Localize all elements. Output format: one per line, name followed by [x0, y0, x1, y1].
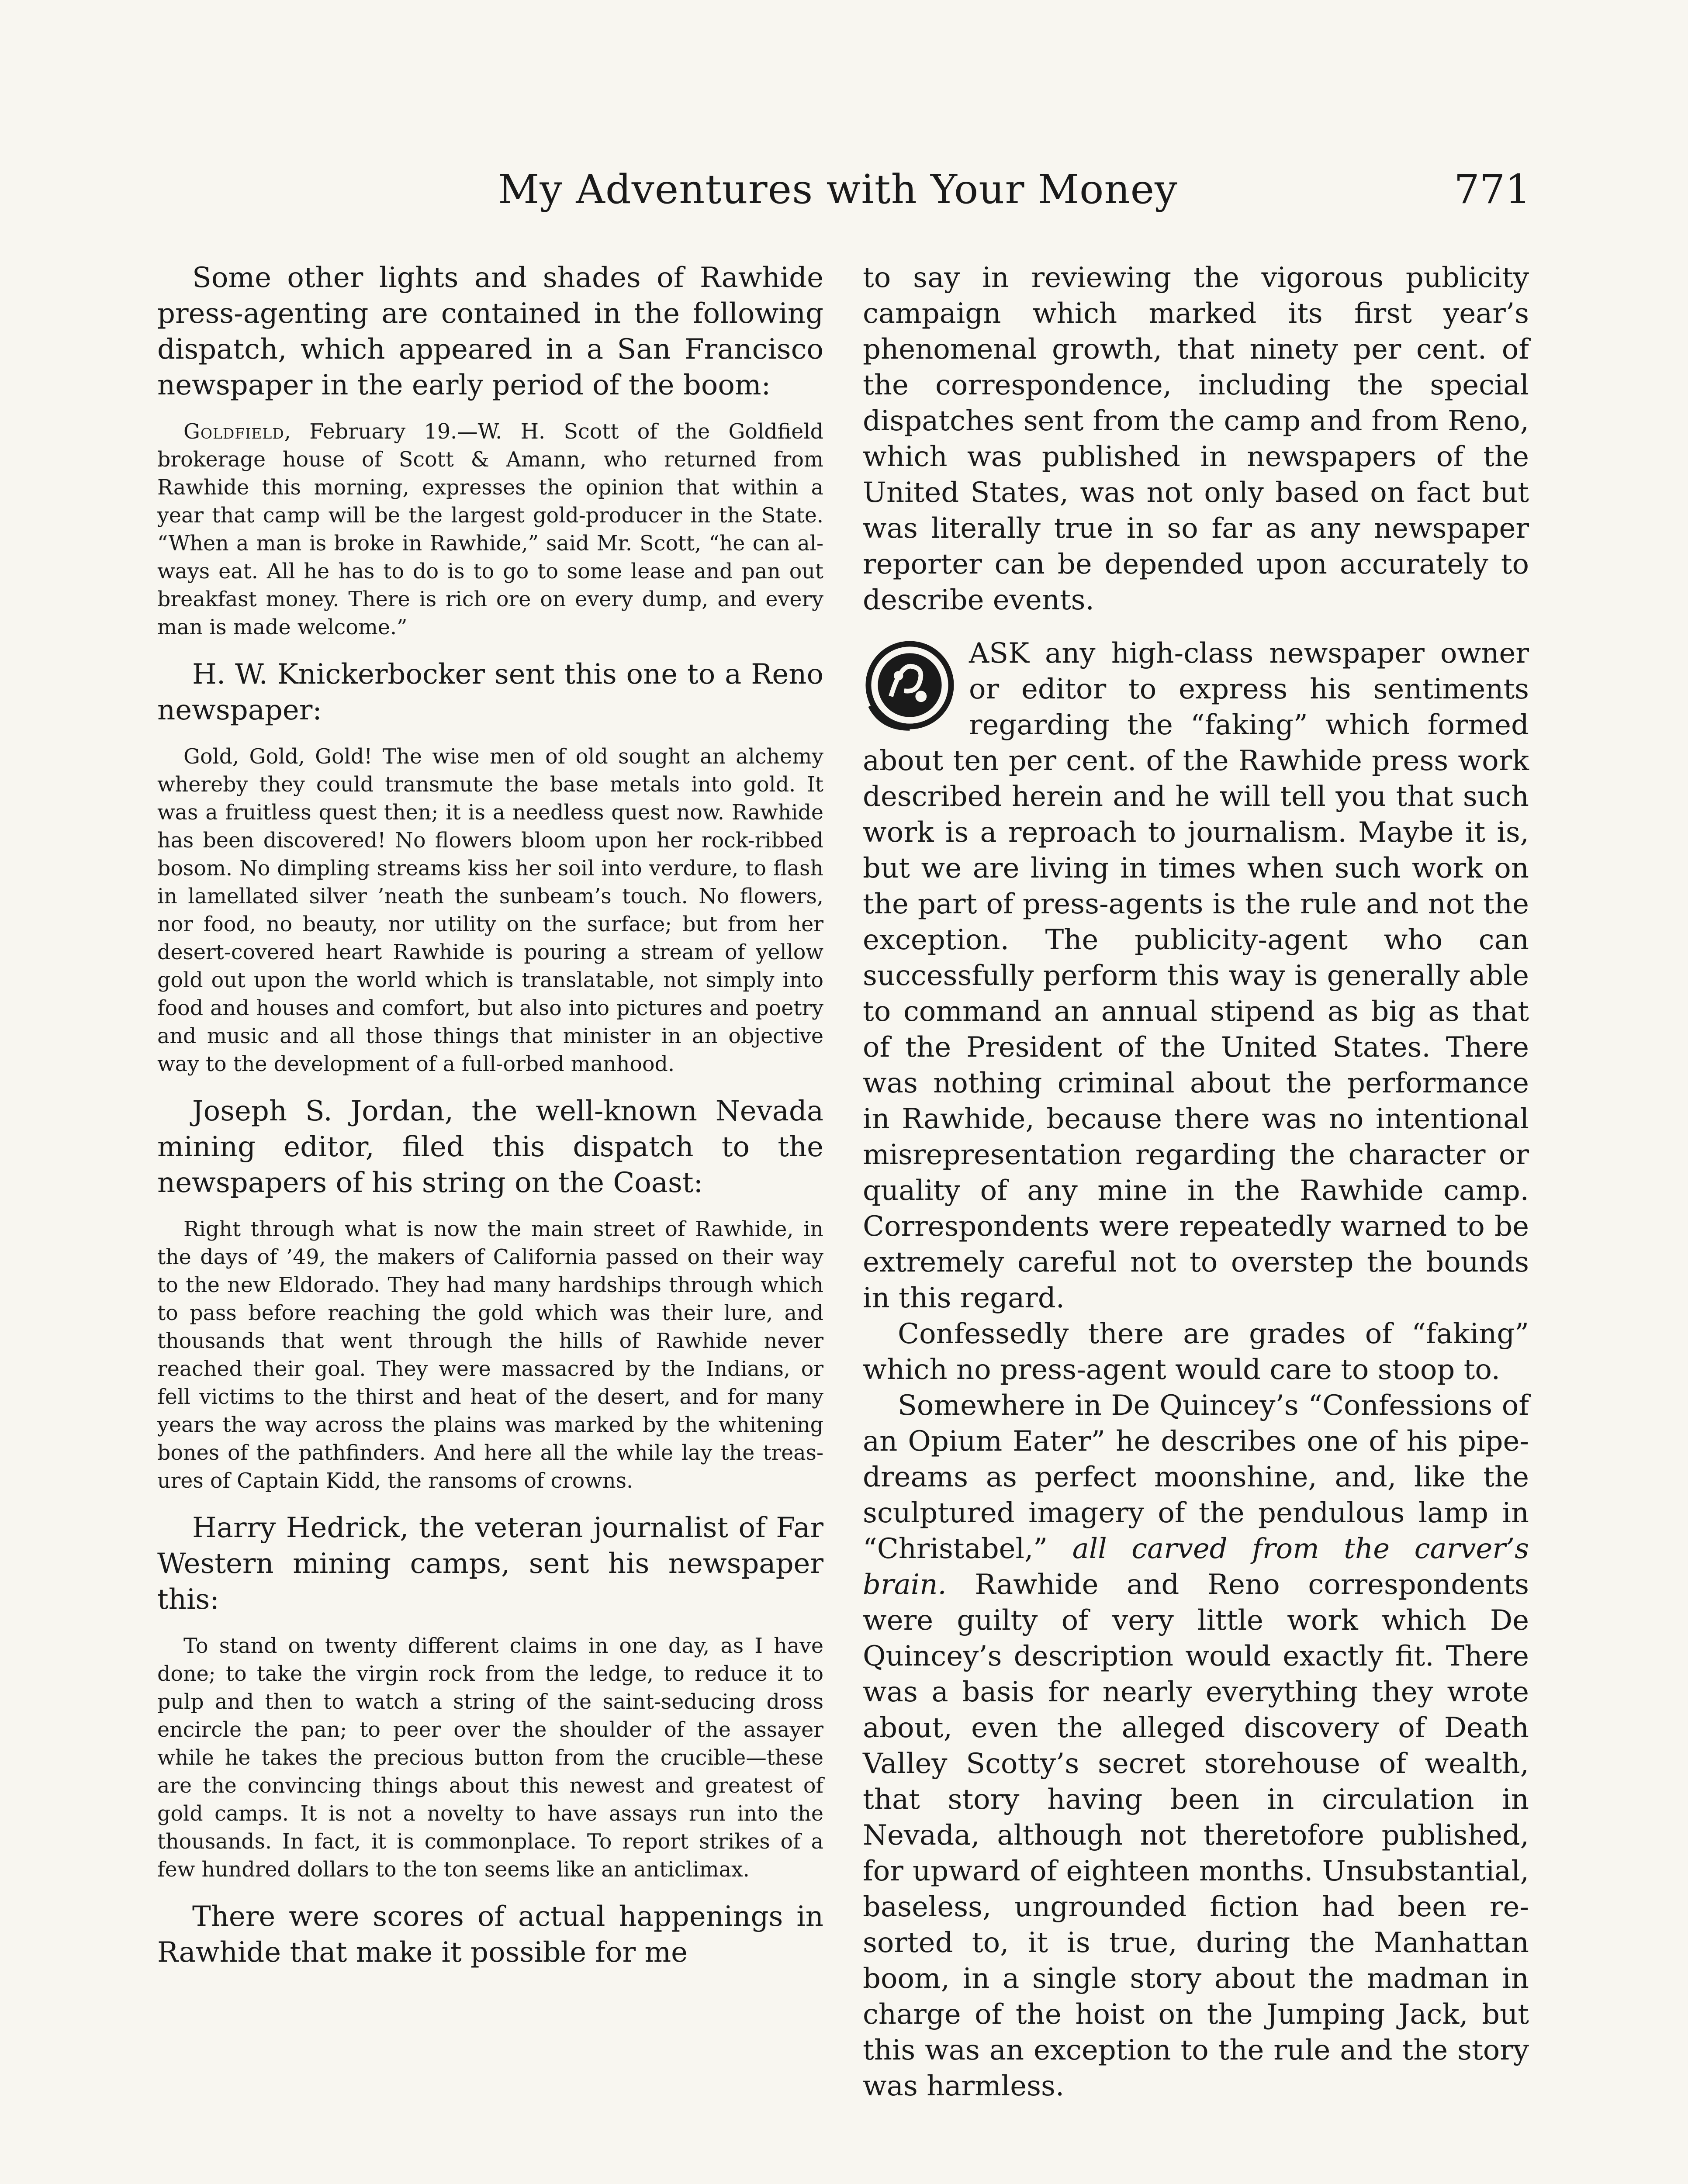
page-header [157, 157, 1531, 223]
paragraph [863, 1388, 1529, 2104]
page-number: 771 [1454, 166, 1531, 213]
paragraph-text: Somewhere in De Quincey’s “Confessions of an Opium Eater” he describes one of his pipe-dreams as perfect moonshine, and, like the sculptured imagery of the pendulous lamp in “Christabel,” [863, 1389, 1529, 1565]
paragraph-text: Rawhide and Reno correspondents were guilty of very little work which De Quincey’s description would exactly fit. There was a basis for nearly everything they wrote about, even the alleged discovery of Death Valley Scotty’s secret storehouse of wealth, that story having been in circulation in Nevada, although not theretofore published, for upward of eighteen months. Unsubstantial, baseless, ungrounded fiction had been resorted to, it is true, during the Manhattan boom, in a single story about the madman in charge of the hoist on the Jumping Jack, but this was an exception to the rule and the story was harmless. [863, 1569, 1529, 2102]
right-column [863, 260, 1529, 2104]
paragraph: Confessedly there are grades of “faking” which no press-agent would care to stoop to. [863, 1318, 1529, 1386]
paragraph: H. W. Knickerbocker sent this one to a Reno newspaper: [157, 658, 823, 726]
paragraph: There were scores of actual happenings in Rawhide that make it possible for me [157, 1901, 823, 1969]
running-title: My Adventures with Your Money [498, 166, 1178, 213]
quoted-dispatch [157, 418, 823, 642]
dispatch-text: , February 19.—W. H. Scott of the Goldfield brokerage house of Scott & Amann, who returned from Rawhide this morning, expresses the opinion that within a year that camp will be the largest gold-producer in the State. “When a man is broke in Rawhide,” said Mr. Scott, “he can always eat. All he has to do is to go to some lease and pan out breakfast money. There is rich ore on every dump, and every man is made welcome.” [157, 420, 823, 639]
dateline: Goldfield [183, 420, 284, 444]
dropcap-paragraph [863, 636, 1529, 1316]
paragraph: to say in reviewing the vigorous publicity campaign which marked its first year’s phenomenal growth, that ninety per cent. of the correspondence, including the special dispatches sent from the camp and from Reno, which was published in newspapers of the United States, was not only based on fact but was literally true in so far as any newspaper reporter can be depended upon accurately to describe events. [863, 262, 1529, 616]
quoted-dispatch: Gold, Gold, Gold! The wise men of old sought an alchemy whereby they could transmute the base metals into gold. It was a fruitless quest then; it is a needless quest now. Rawhide has been discovered! No flowers bloom upon her rock-ribbed bosom. No dimpling streams kiss her soil into verdure, to flash in lamellated silver ’neath the sunbeam’s touch. No flowers, nor food, no beauty, nor utility on the surface; but from her desert-covered heart Rawhide is pouring a stream of yellow gold out upon the world which is translatable, not simply into food and houses and comfort, but also into pictures and poetry and music and all those things that minister in an objective way to the development of a full-orbed manhood. [157, 745, 823, 1076]
left-column [157, 260, 823, 1970]
section-gap [863, 618, 1529, 636]
paragraph: Some other lights and shades of Rawhide press-agenting are contained in the following dispatch, which appeared in a San Francisco newspaper in the early period of the boom: [157, 262, 823, 401]
paragraph: Harry Hedrick, the veteran journalist of Far Western mining camps, sent his newspaper this: [157, 1512, 823, 1616]
quoted-dispatch: Right through what is now the main street of Rawhide, in the days of ’49, the makers of California passed on their way to the new Eldorado. They had many hardships through which to pass before reaching the gold which was their lure, and thousands that went through the hills of Rawhide never reached their goal. They were massacred by the Indians, or fell victims to the thirst and heat of the desert, and for many years the way across the plains was marked by the whitening bones of the pathfinders. And here all the while lay the treasures of Captain Kidd, the ransoms of crowns. [157, 1217, 823, 1493]
quoted-dispatch: To stand on twenty different claims in one day, as I have done; to take the virgin rock from the ledge, to reduce it to pulp and then to watch a string of the saint-seducing dross encircle the pan; to peer over the shoulder of the assayer while he takes the precious button from the crucible—these are the convincing things about this newest and greatest of gold camps. It is not a novelty to have assays run into the thousands. In fact, it is commonplace. To report strikes of a few hundred dollars to the ton seems like an anticlimax. [157, 1634, 823, 1882]
paragraph: ASK any high-class newspaper owner or editor to express his sentiments regarding the “faking” which formed about ten per cent. of the Rawhide press work described herein and he will tell you that such work is a reproach to journalism. Maybe it is, but we are living in times when such work on the part of press-agents is the rule and not the exception. The publicity-agent who can successfully perform this way is generally able to command an annual stipend as big as that of the President of the United States. There was nothing criminal about the performance in Rawhide, because there was no intentional misrepresentation regarding the character or quality of any mine in the Rawhide camp. Correspondents were repeatedly warned to be extremely careful not to overstep the bounds in this regard. [863, 637, 1529, 1314]
paragraph: Joseph S. Jordan, the well-known Nevada mining editor, filed this dispatch to the newspapers of his string on the Coast: [157, 1095, 823, 1199]
ornamental-initial-icon [863, 638, 957, 732]
italic-quotation: all carved from the carver’s brain. [863, 1533, 1529, 1601]
